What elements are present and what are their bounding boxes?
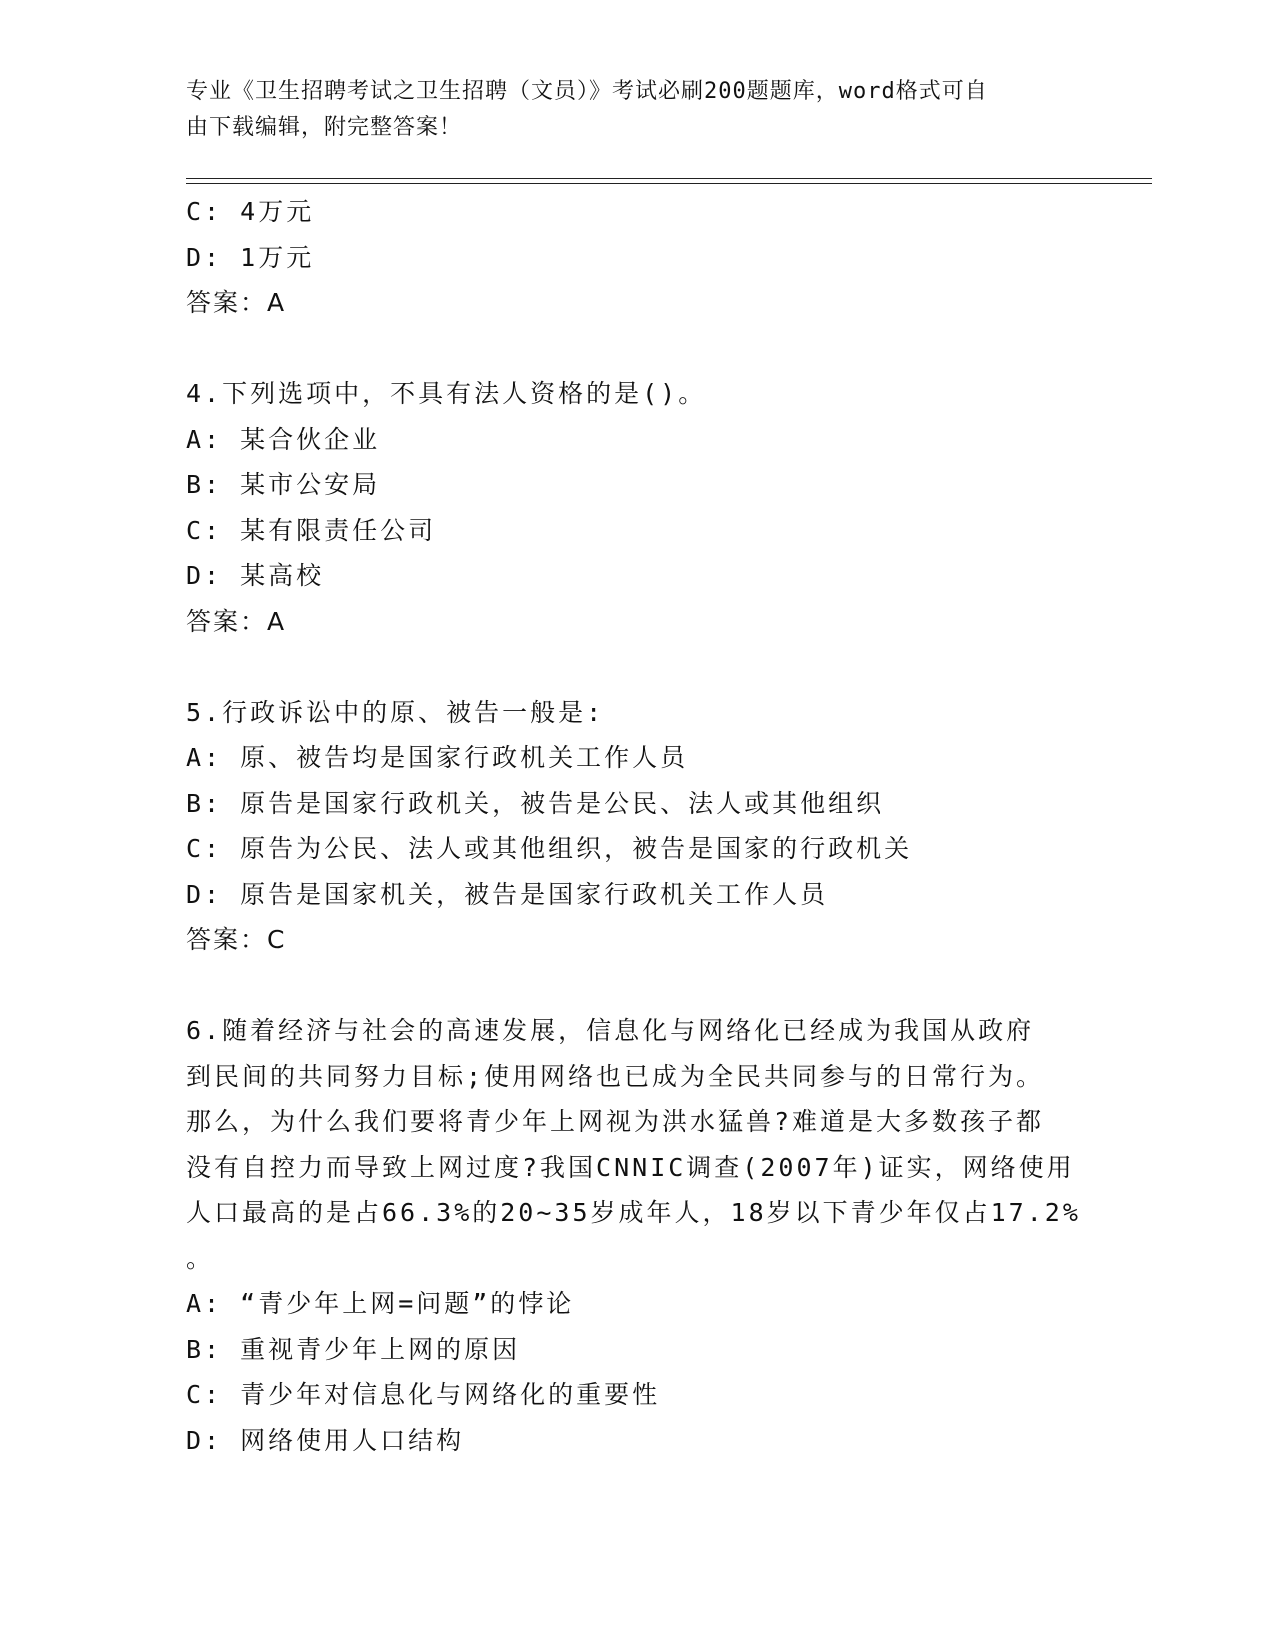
question-5: [186, 690, 1086, 963]
option-d: D: 网络使用人口结构: [186, 1425, 465, 1455]
question-4: [186, 371, 1086, 644]
header-title-line-2: 由下载编辑，附完整答案！: [186, 115, 463, 140]
option-c: C: 青少年对信息化与网络化的重要性: [186, 1380, 661, 1409]
answer-label: 答案：A: [186, 288, 287, 317]
spacer: [186, 963, 1086, 1009]
question-stem: 4.下列选项中，不具有法人资格的是()。: [186, 379, 707, 408]
question-stem-line-2: 到民间的共同努力目标;使用网络也已成为全民共同参与的日常行为。: [186, 1061, 1045, 1091]
answer-label: 答案：A: [186, 606, 287, 636]
document-header: [186, 74, 1066, 146]
header-title-line-1: 专业《卫生招聘考试之卫生招聘（文员）》考试必刷200题题库，word格式可自: [186, 79, 988, 104]
header-divider-top: [186, 178, 1152, 179]
option-a: A: 某合伙企业: [186, 424, 381, 454]
option-b: B: 原告是国家行政机关，被告是公民、法人或其他组织: [186, 788, 885, 818]
question-stem-line-4: 没有自控力而导致上网过度?我国CNNIC调查(2007年)证实，网络使用: [186, 1152, 1075, 1182]
option-b: B: 重视青少年上网的原因: [186, 1334, 521, 1364]
question-stem-line-5: 人口最高的是占66.3%的20~35岁成年人，18岁以下青少年仅占17.2%: [186, 1198, 1081, 1227]
question-3-continued: [186, 189, 1086, 326]
question-stem-line-6: 。: [186, 1243, 215, 1273]
question-stem: 5.行政诉讼中的原、被告一般是:: [186, 697, 605, 727]
option-b: B: 某市公安局: [186, 470, 381, 499]
option-c: C: 4万元: [186, 197, 315, 226]
option-d: D: 1万元: [186, 242, 315, 272]
question-stem-line-3: 那么，为什么我们要将青少年上网视为洪水猛兽?难道是大多数孩子都: [186, 1107, 1045, 1136]
option-d: D: 原告是国家机关，被告是国家行政机关工作人员: [186, 879, 829, 909]
option-a: A: “青少年上网=问题”的悖论: [186, 1289, 575, 1318]
answer-label: 答案：C: [186, 925, 287, 954]
option-a: A: 原、被告均是国家行政机关工作人员: [186, 743, 689, 772]
spacer: [186, 644, 1086, 690]
question-6: [186, 1008, 1086, 1463]
document-body: [186, 189, 1086, 1463]
header-divider-bottom: [186, 183, 1152, 184]
spacer: [186, 326, 1086, 372]
question-stem-line-1: 6.随着经济与社会的高速发展，信息化与网络化已经成为我国从政府: [186, 1016, 1035, 1045]
option-d: D: 某高校: [186, 561, 325, 590]
option-c: C: 原告为公民、法人或其他组织，被告是国家的行政机关: [186, 834, 913, 863]
option-c: C: 某有限责任公司: [186, 515, 437, 545]
